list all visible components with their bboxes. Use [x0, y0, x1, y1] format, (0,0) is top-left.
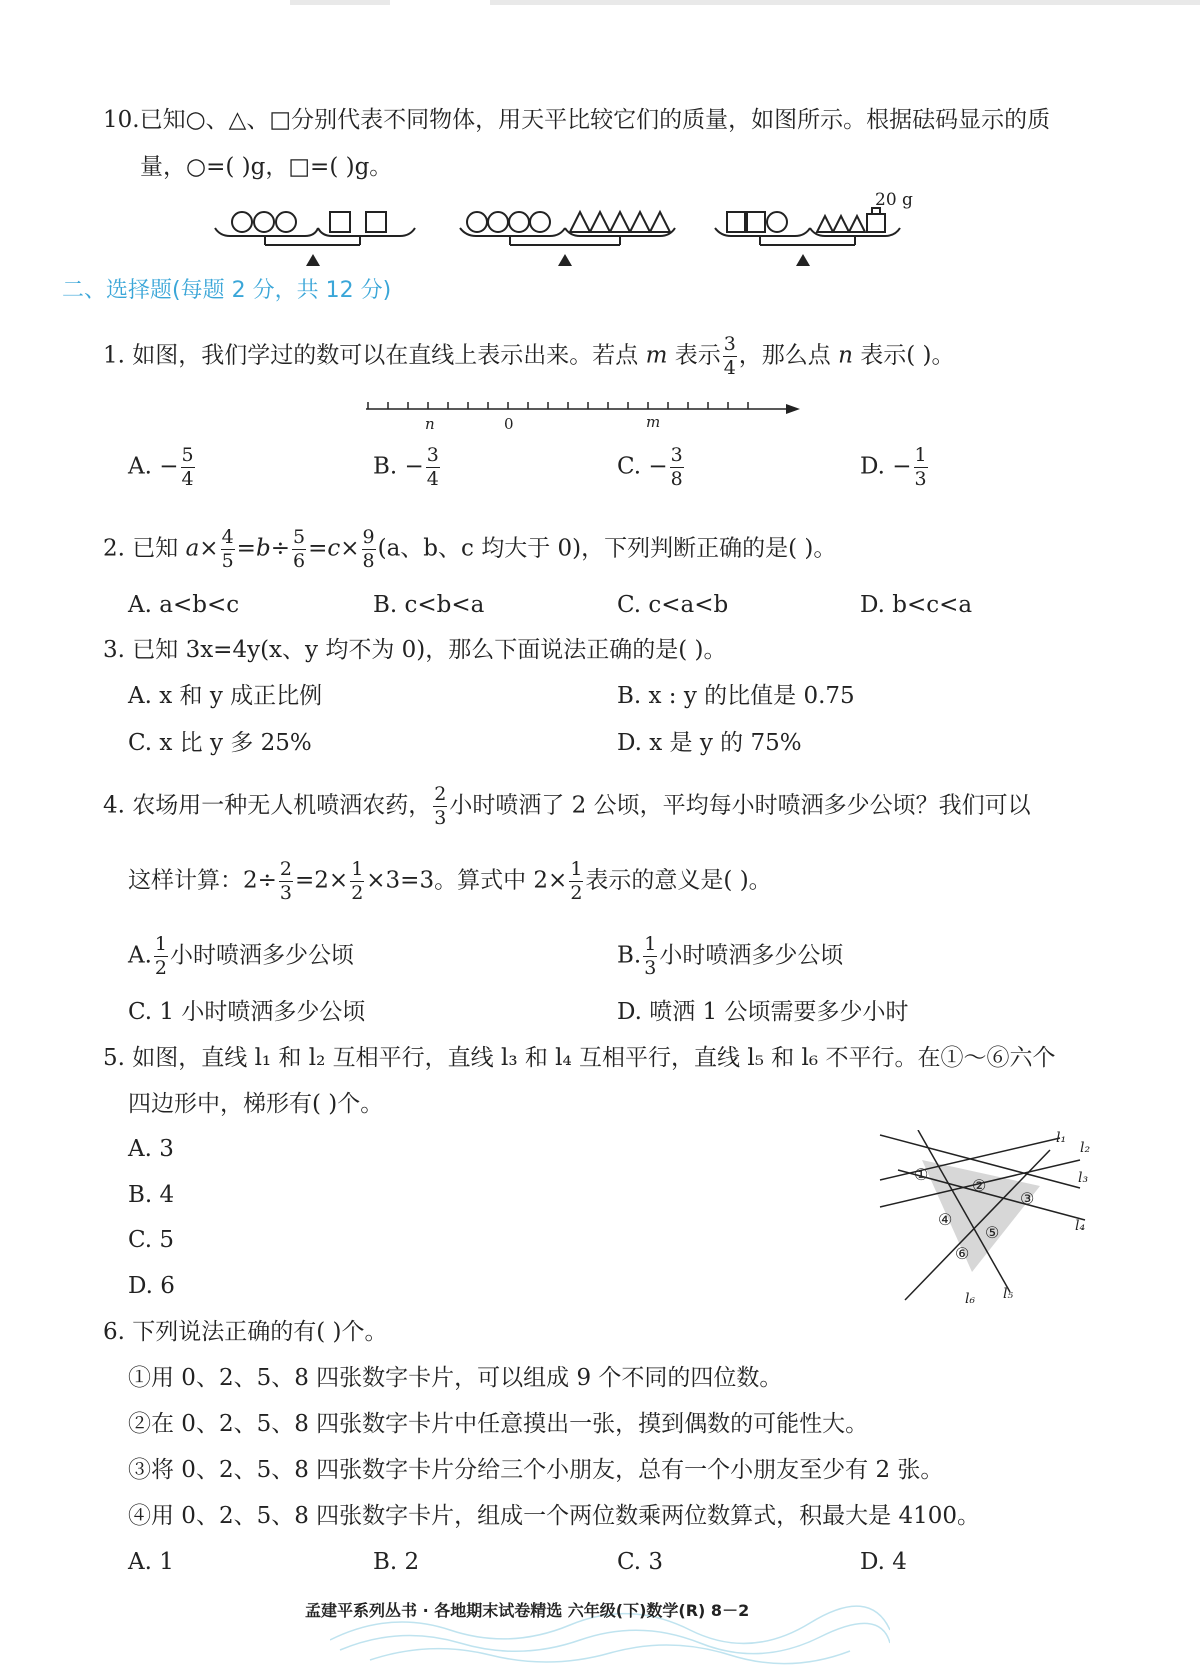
q10-line1: 10.已知○、△、□分别代表不同物体，用天平比较它们的质量，如图所示。根据砝码显示的质: [103, 107, 1051, 133]
q6-item-1: ①用 0、2、5、8 四张数字卡片，可以组成 9 个不同的四位数。: [128, 1365, 783, 1391]
q5-option-d[interactable]: D. 6: [128, 1273, 175, 1299]
q3-option-a[interactable]: A. x 和 y 成正比例: [128, 683, 323, 709]
q1-opt-b-label: B. −: [373, 453, 424, 480]
weight-label: 20 g: [875, 190, 913, 210]
numline-label-n: n: [425, 415, 435, 433]
q2-times2: ×: [340, 535, 360, 562]
label-l3: l₃: [1078, 1170, 1089, 1186]
q4-f3-num: 1: [351, 858, 364, 880]
q1-stem: [103, 335, 955, 378]
q2-times1: ×: [199, 535, 219, 562]
q4-opt-a-num: 1: [154, 933, 168, 955]
header-bar-left: [290, 0, 390, 5]
q1-var-n: n: [838, 342, 853, 369]
q1-stem-c: ，那么点: [738, 342, 839, 369]
region-6: ⑥: [955, 1244, 970, 1263]
q2-option-d[interactable]: D. b<c<a: [860, 592, 973, 618]
q4-opt-b-text: 小时喷洒多少公顷: [659, 942, 844, 969]
header-bar-right: [490, 0, 1200, 5]
region-2: ②: [972, 1176, 987, 1195]
q4-f2-num: 2: [279, 858, 292, 880]
q1-option-a[interactable]: [128, 446, 197, 489]
q3-option-c[interactable]: C. x 比 y 多 25%: [128, 730, 312, 756]
q3-option-d[interactable]: D. x 是 y 的 75%: [617, 730, 802, 756]
label-l2: l₂: [1080, 1140, 1091, 1156]
q4-opt-a-den: 2: [154, 957, 168, 979]
q4-f4-den: 2: [570, 882, 583, 904]
q5-option-b[interactable]: B. 4: [128, 1182, 175, 1208]
q4-frac3: [350, 860, 364, 903]
numline-label-zero: 0: [504, 415, 514, 433]
q4-frac4: [569, 860, 583, 903]
q1-option-c[interactable]: [617, 446, 686, 489]
q1-opt-d-label: D. −: [860, 453, 912, 480]
parallel-lines-figure: [870, 1130, 1110, 1305]
q1-option-b[interactable]: [373, 446, 442, 489]
q6-option-b[interactable]: B. 2: [373, 1549, 420, 1575]
q1-opt-c-num: 3: [670, 444, 683, 466]
q6-option-d[interactable]: D. 4: [860, 1549, 907, 1575]
q1-frac-den: 4: [723, 357, 736, 379]
q5-option-c[interactable]: C. 5: [128, 1227, 175, 1253]
q2-tail: (a、b、c 均大于 0)，下列判断正确的是( )。: [377, 535, 837, 562]
q6-item-3: ③将 0、2、5、8 四张数字卡片分给三个小朋友，总有一个小朋友至少有 2 张。: [128, 1457, 944, 1483]
q1-opt-b-num: 3: [426, 444, 439, 466]
footer-text: 孟建平系列丛书 · 各地期末试卷精选 六年级(下)数学(R) 8－2: [305, 1601, 750, 1620]
q5-option-a[interactable]: A. 3: [128, 1136, 174, 1162]
numline-label-m: m: [646, 413, 661, 431]
label-l6: l₆: [965, 1291, 976, 1305]
q4-frac2: [279, 860, 293, 903]
q1-fraction: [723, 335, 737, 378]
section-note: (每题 2 分，共 12 分): [172, 278, 392, 303]
q1-opt-c-label: C. −: [617, 453, 668, 480]
q1-stem-b: 表示: [667, 342, 721, 369]
balance-scales-figure: [210, 190, 970, 270]
q2-frac2: [292, 528, 306, 571]
region-1: ①: [914, 1165, 929, 1184]
q4-f2-den: 3: [279, 882, 292, 904]
q1-stem-d: 表示( )。: [852, 342, 955, 369]
q4-line1: [103, 785, 1031, 828]
q4-line1-tail: 小时喷洒了 2 公顷，平均每小时喷洒多少公顷？我们可以: [449, 792, 1031, 819]
q1-opt-b-frac: [426, 446, 440, 489]
label-l5: l₅: [1003, 1286, 1014, 1302]
q2-var-c: c: [327, 535, 341, 562]
q2-var-b: b: [255, 535, 271, 562]
q4-option-a[interactable]: [128, 935, 354, 978]
balance-scale-3: [715, 208, 900, 245]
q1-opt-c-den: 8: [670, 468, 683, 490]
q4-lead: 4. 农场用一种无人机喷洒农药，: [103, 792, 432, 819]
q4-frac1: [433, 785, 447, 828]
q4-option-d[interactable]: D. 喷洒 1 公顷需要多少小时: [617, 999, 909, 1025]
q2-frac3: [362, 528, 376, 571]
label-l1: l₁: [1056, 1130, 1067, 1146]
q2-f2-num: 5: [292, 526, 306, 548]
q2-div: ÷: [270, 535, 290, 562]
q1-opt-d-frac: [914, 446, 928, 489]
q6-item-4: ④用 0、2、5、8 四张数字卡片，组成一个两位数乘两位数算式，积最大是 4100。: [128, 1503, 980, 1529]
q4-f1-den: 3: [434, 807, 447, 829]
q4-opt-a-frac: [154, 935, 168, 978]
section-title-text: 二、选择题: [62, 278, 173, 303]
section-title: [62, 273, 391, 304]
q2-option-c[interactable]: C. c<a<b: [617, 592, 729, 618]
q2-option-b[interactable]: B. c<b<a: [373, 592, 485, 618]
q4-line2: [128, 860, 772, 903]
q1-opt-a-den: 4: [181, 468, 194, 490]
q4-opt-a-text: 小时喷洒多少公顷: [170, 942, 355, 969]
footer-wave-decoration: [330, 1585, 890, 1665]
region-3: ③: [1020, 1189, 1035, 1208]
q2-var-a: a: [185, 535, 200, 562]
q1-var-m: m: [645, 342, 668, 369]
q2-lead: 2. 已知: [103, 535, 186, 562]
q1-option-d[interactable]: [860, 446, 930, 489]
q4-l2d: 表示的意义是( )。: [585, 867, 772, 894]
q2-f1-den: 5: [221, 550, 234, 572]
q5-line2: 四边形中，梯形有( )个。: [128, 1091, 384, 1117]
q1-opt-c-frac: [670, 446, 684, 489]
q2-option-a[interactable]: A. a<b<c: [128, 592, 240, 618]
q4-f1-num: 2: [434, 783, 447, 805]
q4-l2a: 这样计算：2÷: [128, 867, 277, 894]
q1-opt-a-num: 5: [181, 444, 194, 466]
q1-opt-a-label: A. −: [128, 453, 179, 480]
q10-line2: 量，○=( )g，□=( )g。: [140, 154, 393, 180]
q1-stem-a: 1. 如图，我们学过的数可以在直线上表示出来。若点: [103, 342, 646, 369]
number-line-figure: [360, 395, 810, 435]
q1-opt-d-num: 1: [914, 444, 927, 466]
q4-l2b: =2×: [295, 867, 349, 894]
q1-opt-b-den: 4: [426, 468, 439, 490]
q4-opt-b-frac: [643, 935, 657, 978]
q3-stem: 3. 已知 3x=4y(x、y 均不为 0)，那么下面说法正确的是( )。: [103, 637, 727, 663]
q2-eq1: =: [236, 535, 256, 562]
q2-f3-den: 8: [362, 550, 375, 572]
q4-opt-b-den: 3: [644, 957, 657, 979]
q4-opt-a-label: A.: [128, 942, 152, 969]
region-5: ⑤: [985, 1223, 1000, 1242]
q4-option-b[interactable]: [617, 935, 843, 978]
q2-stem: [103, 528, 836, 571]
q4-opt-b-label: B.: [617, 942, 642, 969]
q6-item-2: ②在 0、2、5、8 四张数字卡片中任意摸出一张，摸到偶数的可能性大。: [128, 1411, 869, 1437]
q4-f3-den: 2: [351, 882, 364, 904]
q3-option-b[interactable]: B. x : y 的比值是 0.75: [617, 683, 855, 709]
q4-option-c[interactable]: C. 1 小时喷洒多少公顷: [128, 999, 366, 1025]
q2-f3-num: 9: [362, 526, 375, 548]
q2-f1-num: 4: [221, 526, 234, 548]
q1-opt-d-den: 3: [914, 468, 927, 490]
q6-stem: 6. 下列说法正确的有( )个。: [103, 1319, 388, 1345]
q2-f2-den: 6: [292, 550, 306, 572]
q1-frac-num: 3: [723, 333, 736, 355]
q2-eq2: =: [308, 535, 328, 562]
q2-frac1: [221, 528, 235, 571]
q6-option-a[interactable]: A. 1: [128, 1549, 174, 1575]
q4-f4-num: 1: [570, 858, 583, 880]
q1-opt-a-frac: [181, 446, 195, 489]
region-4: ④: [938, 1210, 953, 1229]
label-l4: l₄: [1075, 1218, 1086, 1234]
q6-option-c[interactable]: C. 3: [617, 1549, 664, 1575]
q4-opt-b-num: 1: [644, 933, 657, 955]
balance-scale-1: [215, 212, 415, 245]
q4-l2c: ×3=3。算式中 2×: [366, 867, 568, 894]
q5-line1: 5. 如图，直线 l₁ 和 l₂ 互相平行，直线 l₃ 和 l₄ 互相平行，直线 l₅ 和 l₆ 不平行。在①～⑥六个: [103, 1045, 1056, 1071]
balance-scale-2: [460, 212, 675, 245]
